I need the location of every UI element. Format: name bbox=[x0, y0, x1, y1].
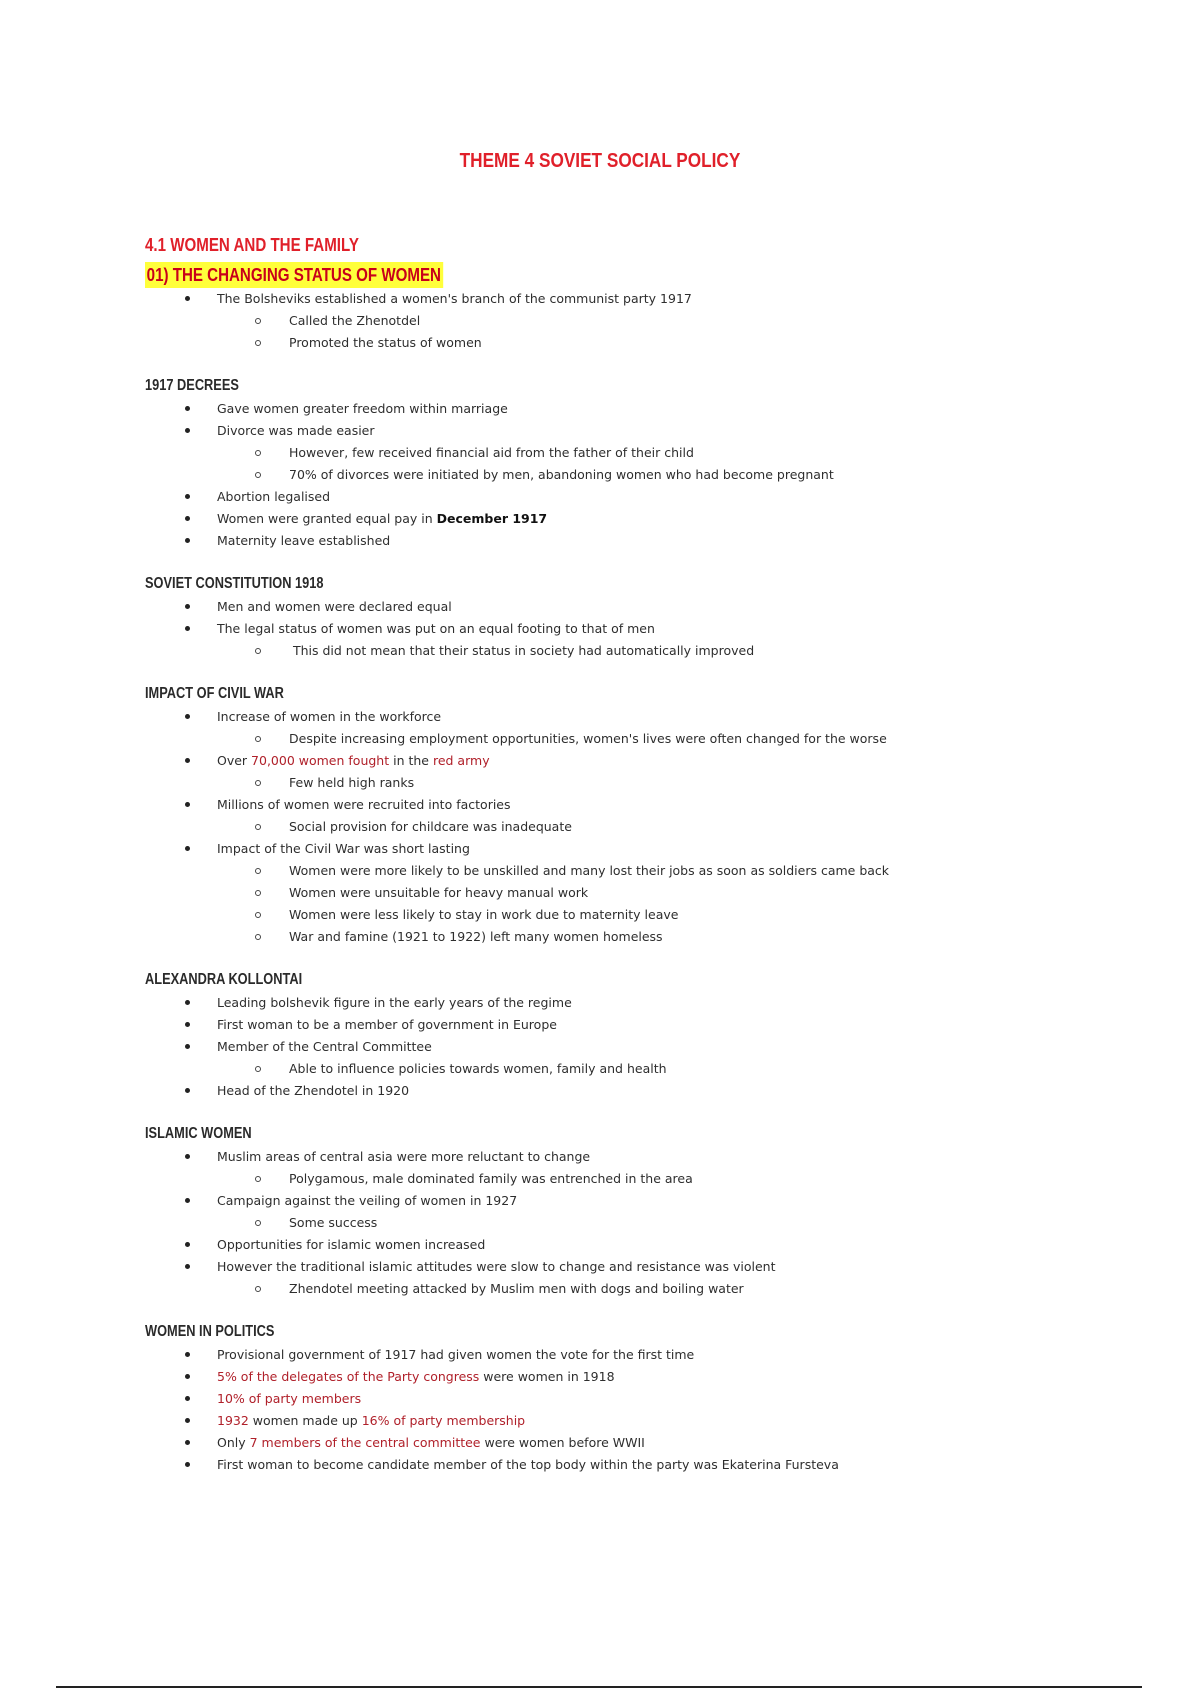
list-item: Head of the Zhendotel in 1920 bbox=[145, 1080, 1145, 1102]
decrees-section bbox=[145, 374, 1145, 552]
circle-bullet-icon bbox=[255, 736, 261, 742]
circle-bullet-icon bbox=[255, 340, 261, 346]
circle-bullet-icon bbox=[255, 648, 261, 654]
bullet-icon bbox=[185, 1264, 190, 1269]
circle-bullet-icon bbox=[255, 1286, 261, 1292]
politics-section bbox=[145, 1320, 1145, 1476]
red-highlight-text: 70,000 women fought bbox=[251, 753, 390, 768]
list-item: First woman to be a member of government in Europe bbox=[145, 1014, 1145, 1036]
sub-list-item: Social provision for childcare was inadequate bbox=[145, 816, 1145, 838]
sub-list bbox=[217, 1278, 1145, 1300]
red-highlight-text: 5% of the delegates of the Party congress bbox=[217, 1369, 480, 1384]
politics-heading: WOMEN IN POLITICS bbox=[145, 1323, 275, 1340]
list-item: Increase of women in the workforce Despite increasing employment opportunities, women's lives were often changed for the worse bbox=[145, 706, 1145, 750]
sub-list-item: Promoted the status of women bbox=[145, 332, 1145, 354]
bold-date: December 1917 bbox=[436, 511, 548, 526]
bullet-icon bbox=[185, 626, 190, 631]
bullet-icon bbox=[185, 604, 190, 609]
bullet-icon bbox=[185, 516, 190, 521]
bullet-icon bbox=[185, 1352, 190, 1357]
circle-bullet-icon bbox=[255, 1220, 261, 1226]
civil-war-heading: IMPACT OF CIVIL WAR bbox=[145, 685, 284, 702]
list-item: Divorce was made easier However, few received financial aid from the father of their child 70% of divorces were initiated by men, abandoning women who had become pregnant bbox=[145, 420, 1145, 486]
bullet-icon bbox=[185, 1418, 190, 1423]
bullet-icon bbox=[185, 1000, 190, 1005]
sub-list bbox=[217, 1168, 1145, 1190]
bullet-icon bbox=[185, 802, 190, 807]
bullet-icon bbox=[185, 1396, 190, 1401]
circle-bullet-icon bbox=[255, 824, 261, 830]
sub-list-item: Few held high ranks bbox=[145, 772, 1145, 794]
list-item: Men and women were declared equal bbox=[145, 596, 1145, 618]
circle-bullet-icon bbox=[255, 912, 261, 918]
kollontai-heading: ALEXANDRA KOLLONTAI bbox=[145, 971, 303, 988]
sub-list bbox=[217, 310, 1145, 354]
intro-list bbox=[145, 288, 1145, 354]
sub-list-item: Able to influence policies towards women, family and health bbox=[145, 1058, 1145, 1080]
circle-bullet-icon bbox=[255, 472, 261, 478]
list-item: The Bolsheviks established a women's branch of the communist party 1917 Called the Zhenotdel Promoted the status of women bbox=[145, 288, 1145, 354]
circle-bullet-icon bbox=[255, 1066, 261, 1072]
list-item: Campaign against the veiling of women in 1927 Some success bbox=[145, 1190, 1145, 1234]
list-item: Gave women greater freedom within marriage bbox=[145, 398, 1145, 420]
sub-list bbox=[217, 442, 1145, 486]
sub-list-item: Called the Zhenotdel bbox=[145, 310, 1145, 332]
sub-list-item: This did not mean that their status in society had automatically improved bbox=[145, 640, 1145, 662]
islamic-list bbox=[145, 1146, 1145, 1300]
civil-war-list bbox=[145, 706, 1145, 948]
list-item bbox=[145, 1388, 1145, 1410]
sub-list-item: Women were unsuitable for heavy manual work bbox=[145, 882, 1145, 904]
bullet-icon bbox=[185, 1198, 190, 1203]
sub-list bbox=[217, 1212, 1145, 1234]
list-item: Abortion legalised bbox=[145, 486, 1145, 508]
decrees-heading: 1917 DECREES bbox=[145, 377, 239, 394]
circle-bullet-icon bbox=[255, 318, 261, 324]
decrees-list bbox=[145, 398, 1145, 552]
highlighted-heading-text: 01) THE CHANGING STATUS OF WOMEN bbox=[145, 262, 443, 288]
bullet-icon bbox=[185, 1154, 190, 1159]
list-item: Women were granted equal pay in December 1917 bbox=[145, 508, 1145, 530]
bullet-icon bbox=[185, 428, 190, 433]
sub-list bbox=[217, 860, 1145, 948]
bullet-icon bbox=[185, 1374, 190, 1379]
circle-bullet-icon bbox=[255, 450, 261, 456]
red-highlight-text: red army bbox=[432, 753, 490, 768]
kollontai-list bbox=[145, 992, 1145, 1102]
sub-list-item: However, few received financial aid from the father of their child bbox=[145, 442, 1145, 464]
bullet-icon bbox=[185, 1022, 190, 1027]
bullet-icon bbox=[185, 1462, 190, 1467]
sub-list-item: Polygamous, male dominated family was entrenched in the area bbox=[145, 1168, 1145, 1190]
document-body bbox=[145, 232, 1145, 1496]
bullet-icon bbox=[185, 494, 190, 499]
bullet-icon bbox=[185, 1440, 190, 1445]
islamic-heading: ISLAMIC WOMEN bbox=[145, 1125, 252, 1142]
constitution-section bbox=[145, 572, 1145, 662]
bullet-icon bbox=[185, 758, 190, 763]
list-item: Leading bolshevik figure in the early years of the regime bbox=[145, 992, 1145, 1014]
list-item: The legal status of women was put on an equal footing to that of men This did not mean that their status in society had automatically improved bbox=[145, 618, 1145, 662]
sub-list-item: 70% of divorces were initiated by men, abandoning women who had become pregnant bbox=[145, 464, 1145, 486]
list-item: Millions of women were recruited into factories Social provision for childcare was inadequate bbox=[145, 794, 1145, 838]
sub-list-item: Despite increasing employment opportunities, women's lives were often changed for the worse bbox=[145, 728, 1145, 750]
list-item: First woman to become candidate member of the top body within the party was Ekaterina Fursteva bbox=[145, 1454, 1145, 1476]
list-item: Over 70,000 women fought in the red army Few held high ranks bbox=[145, 750, 1145, 794]
list-item: Opportunities for islamic women increased bbox=[145, 1234, 1145, 1256]
section-heading: 4.1 WOMEN AND THE FAMILY bbox=[145, 235, 359, 255]
document-title: THEME 4 SOVIET SOCIAL POLICY bbox=[459, 150, 741, 172]
footer-divider bbox=[56, 1686, 1142, 1688]
sub-list bbox=[217, 728, 1145, 750]
bullet-icon bbox=[185, 846, 190, 851]
sub-list-item: War and famine (1921 to 1922) left many women homeless bbox=[145, 926, 1145, 948]
bullet-icon bbox=[185, 1088, 190, 1093]
politics-list bbox=[145, 1344, 1145, 1476]
red-highlight-text: 7 members of the central committee bbox=[249, 1435, 481, 1450]
list-item: Provisional government of 1917 had given women the vote for the first time bbox=[145, 1344, 1145, 1366]
circle-bullet-icon bbox=[255, 868, 261, 874]
list-item: 1932 women made up 16% of party membership bbox=[145, 1410, 1145, 1432]
islamic-section bbox=[145, 1122, 1145, 1300]
list-item: Only 7 members of the central committee were women before WWII bbox=[145, 1432, 1145, 1454]
circle-bullet-icon bbox=[255, 1176, 261, 1182]
list-item: Impact of the Civil War was short lasting Women were more likely to be unskilled and many lost their jobs as soon as soldiers came back Women were unsuitable for heavy manual work Women were less likely to stay in work due to maternity leave War and famine (1921 to 1922) left many women homeless bbox=[145, 838, 1145, 948]
subsection-heading bbox=[145, 262, 1145, 288]
constitution-list bbox=[145, 596, 1145, 662]
sub-list bbox=[217, 772, 1145, 794]
kollontai-section bbox=[145, 968, 1145, 1102]
circle-bullet-icon bbox=[255, 890, 261, 896]
sub-list-item: Zhendotel meeting attacked by Muslim men with dogs and boiling water bbox=[145, 1278, 1145, 1300]
bullet-icon bbox=[185, 714, 190, 719]
bullet-icon bbox=[185, 406, 190, 411]
circle-bullet-icon bbox=[255, 780, 261, 786]
sub-list-item: Women were less likely to stay in work due to maternity leave bbox=[145, 904, 1145, 926]
red-highlight-text: 1932 bbox=[217, 1413, 249, 1428]
sub-list bbox=[217, 1058, 1145, 1080]
sub-list-item: Women were more likely to be unskilled and many lost their jobs as soon as soldiers came back bbox=[145, 860, 1145, 882]
sub-list bbox=[217, 640, 1145, 662]
circle-bullet-icon bbox=[255, 934, 261, 940]
bullet-icon bbox=[185, 538, 190, 543]
red-highlight-text: 16% of party membership bbox=[361, 1413, 526, 1428]
list-item: Maternity leave established bbox=[145, 530, 1145, 552]
red-highlight-text: 10% of party members bbox=[217, 1391, 362, 1406]
bullet-icon bbox=[185, 296, 190, 301]
list-item: Member of the Central Committee Able to influence policies towards women, family and health bbox=[145, 1036, 1145, 1080]
intro-section bbox=[145, 288, 1145, 354]
sub-list bbox=[217, 816, 1145, 838]
list-item: However the traditional islamic attitudes were slow to change and resistance was violent Zhendotel meeting attacked by Muslim men with dogs and boiling water bbox=[145, 1256, 1145, 1300]
sub-list-item: Some success bbox=[145, 1212, 1145, 1234]
bullet-icon bbox=[185, 1044, 190, 1049]
civil-war-section bbox=[145, 682, 1145, 948]
bullet-icon bbox=[185, 1242, 190, 1247]
list-item: 5% of the delegates of the Party congress were women in 1918 bbox=[145, 1366, 1145, 1388]
list-item: Muslim areas of central asia were more reluctant to change Polygamous, male dominated family was entrenched in the area bbox=[145, 1146, 1145, 1190]
constitution-heading: SOVIET CONSTITUTION 1918 bbox=[145, 575, 324, 592]
